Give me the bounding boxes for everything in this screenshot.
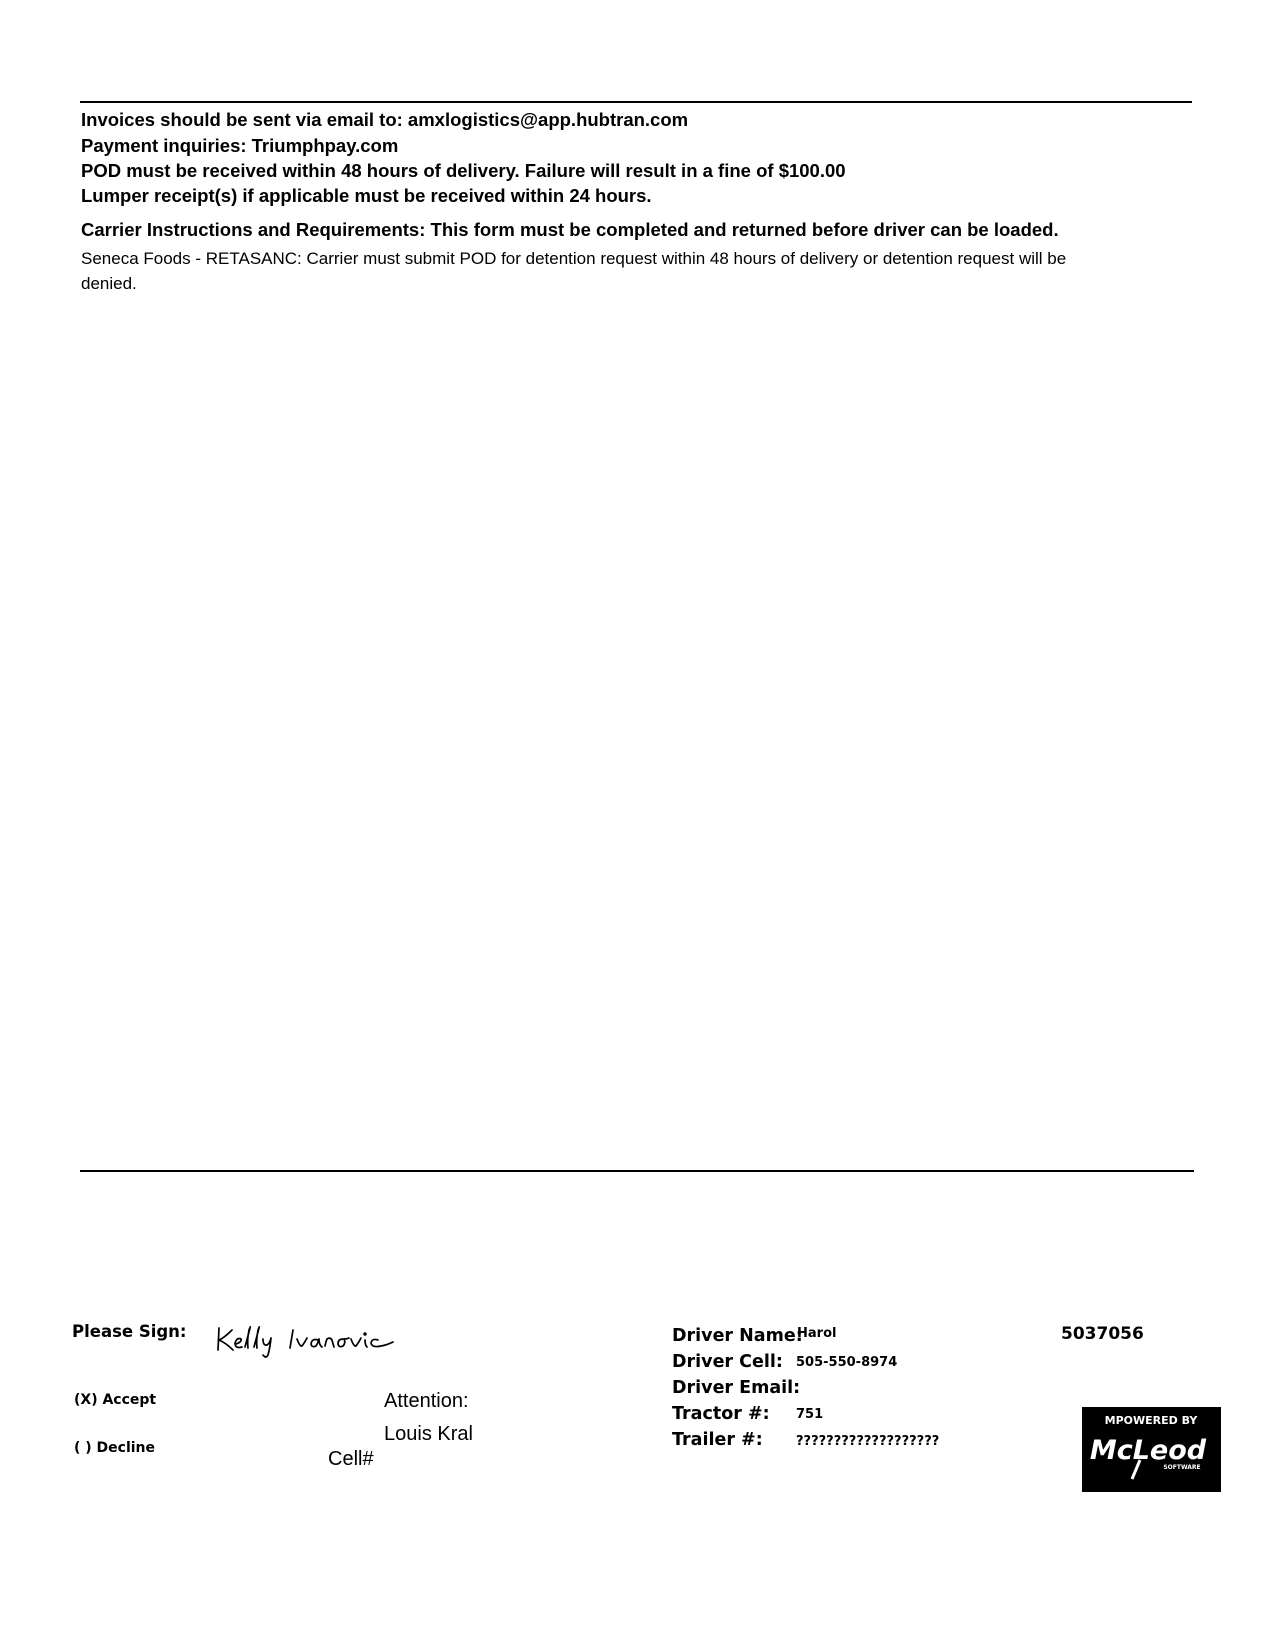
lumper-receipt-notice: Lumper receipt(s) if applicable must be received within 24 hours. — [81, 185, 652, 206]
payment-inquiries-notice: Payment inquiries: Triumphpay.com — [81, 135, 399, 156]
load-number: 5037056 — [1061, 1324, 1144, 1344]
handwritten-signature — [215, 1322, 405, 1358]
attention-label: Attention: — [384, 1390, 469, 1412]
driver-cell-label: Driver Cell: — [672, 1352, 783, 1372]
decline-option: ( ) Decline — [74, 1440, 156, 1456]
pod-deadline-notice: POD must be received within 48 hours of delivery. Failure will result in a fine of $100.00 — [81, 160, 846, 181]
top-divider — [80, 101, 1192, 103]
driver-name-label: Driver Name: — [672, 1326, 803, 1346]
driver-cell-value: 505-550-8974 — [796, 1355, 898, 1370]
tractor-number-value: 751 — [796, 1407, 824, 1422]
svg-text:MPOWERED BY: MPOWERED BY — [1104, 1414, 1198, 1427]
mcleod-software-logo — [1082, 1407, 1221, 1492]
carrier-instructions-heading: Carrier Instructions and Requirements: This form must be completed and returned before driver can be loaded. — [81, 219, 1059, 240]
tractor-number-label: Tractor #: — [672, 1404, 770, 1424]
please-sign-label: Please Sign: — [72, 1322, 187, 1341]
svg-text:McLeod: McLeod — [1089, 1435, 1207, 1466]
accept-option: (X) Accept — [74, 1392, 157, 1408]
driver-name-value: Harol — [797, 1326, 837, 1341]
driver-email-label: Driver Email: — [672, 1378, 801, 1398]
carrier-instructions-text: Seneca Foods - RETASANC: Carrier must submit POD for detention request within 48 hours of delivery or detention request will be denied. — [81, 249, 1067, 293]
attention-cell-label: Cell# — [328, 1448, 374, 1470]
trailer-number-label: Trailer #: — [672, 1430, 763, 1450]
trailer-number-value: ??????????????????? — [796, 1434, 940, 1449]
bottom-divider — [80, 1170, 1194, 1172]
invoice-email-notice: Invoices should be sent via email to: amxlogistics@app.hubtran.com — [81, 109, 689, 130]
attention-name: Louis Kral — [384, 1423, 473, 1445]
svg-text:SOFTWARE: SOFTWARE — [1163, 1464, 1201, 1471]
